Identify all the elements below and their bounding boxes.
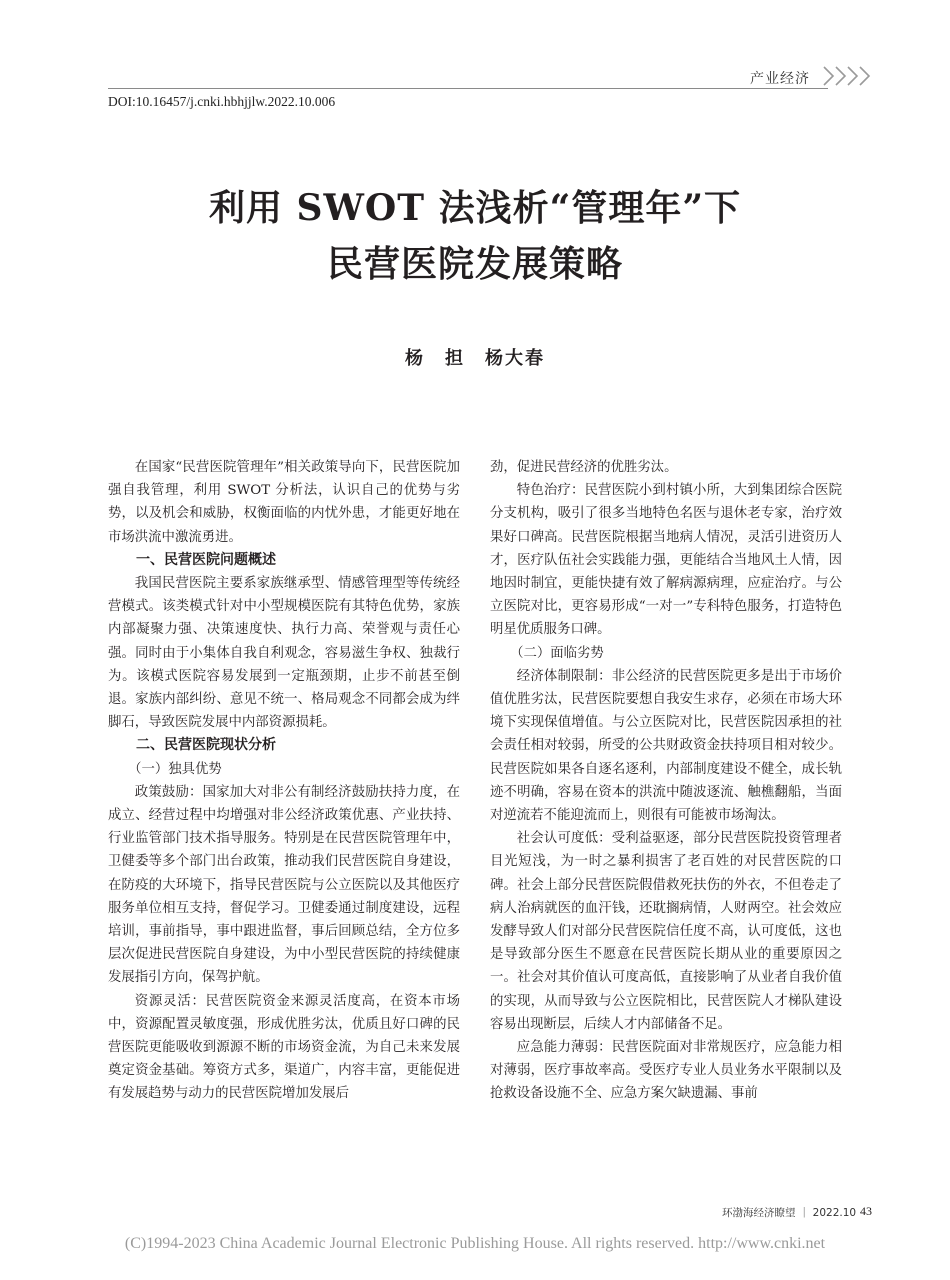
header-rule (108, 88, 828, 89)
subsection-heading-1: （一）独具优势 (128, 761, 222, 777)
paragraph: 劲，促进民营经济的优胜劣汰。 (490, 460, 678, 475)
doi: DOI:10.16457/j.cnki.hbhjjlw.2022.10.006 (108, 94, 336, 109)
paragraph: 社会认可度低：受利益驱逐，部分民营医院投资管理者目光短浅，为一时之暴利损害了老百姓的对民营医院的口碑。社会上部分民营医院假借救死扶伤的外衣，不但卷走了病人治病就医的血汗钱，还耽搁病情，人财两空。社会效应发酵导致人们对部分民营医院信任度不高，认可度低，这也是导致部分医生不愿意在民营医院长期从业的重要原因之一。社会对其价值认可度高低，直接影响了从业者自我价值的实现，从而导致与公立医院相比，民营医院人才梯队建设容易出现断层，后续人才内部储备不足。 (490, 831, 842, 1032)
left-column (108, 456, 460, 1106)
copyright-notice: (C)1994-2023 China Academic Journal Electronic Publishing House. All rights reserved. http://www.cnki.net (124, 1235, 826, 1252)
footer-journal: 环渤海经济瞭望 ｜ 2022.10 (722, 1207, 857, 1219)
paragraph: 我国民营医院主要系家族继承型、情感管理型等传统经营模式。该类模式针对中小型规模医院有其特色优势，家族内部凝聚力强、决策速度快、执行力高、荣誉观与责任心强。同时由于小集体自我自利观念，容易滋生争权、独裁行为。该模式医院容易发展到一定瓶颈期，止步不前甚至倒退。家族内部纠纷、意见不统一、格局观念不同都会成为绊脚石，导致医院发展中内部资源损耗。 (108, 576, 460, 731)
paragraph: 政策鼓励：国家加大对非公有制经济鼓励扶持力度，在成立、经营过程中均增强对非公经济政策优惠、产业扶持、行业监管部门技术指导服务。特别是在民营医院管理年中，卫健委等多个部门出台政策，推动我们民营医院自身建设，在防疫的大环境下，指导民营医院与公立医院以及其他医疗服务单位相互支持，督促学习。卫健委通过制度建设，远程培训，事前指导，事中跟进监督，事后回顾总结，全方位多层次促进民营医院自身建设，为中小型民营医院的持续健康发展指引方向，保驾护航。 (108, 784, 460, 986)
section-heading-2: 二、民营医院现状分析 (136, 737, 276, 754)
title-line-2: 民营医院发展策略 (326, 243, 623, 285)
section-heading-1: 一、民营医院问题概述 (136, 551, 276, 568)
title-line-1: 利用 SWOT 法浅析“管理年”下 (208, 187, 742, 229)
paragraph: 应急能力薄弱：民营医院面对非常规医疗，应急能力相对薄弱，医疗事故率高。受医疗专业人员业务水平限制以及抢救设备设施不全、应急方案欠缺遗漏、事前 (490, 1040, 842, 1102)
paragraph: 特色治疗：民营医院小到村镇小所，大到集团综合医院分支机构，吸引了很多当地特色名医与退休老专家，治疗效果好口碑高。民营医院根据当地病人情况，灵活引进资历人才，医疗队伍社会实践能力强，更能结合当地风土人情，因地因时制宜，更能快捷有效了解病源病理，应症治疗。与公立医院对比，更容易形成“一对一”专科特色服务，打造特色明星优质服务口碑。 (490, 483, 842, 638)
chevron-right-icon (820, 64, 884, 88)
subsection-heading-2: （二）面临劣势 (510, 645, 604, 661)
section-label: 产业经济 (750, 71, 810, 87)
right-column (490, 456, 842, 1106)
paragraph: 资源灵活：民营医院资金来源灵活度高，在资本市场中，资源配置灵敏度强，形成优胜劣汰，优质且好口碑的民营医院更能吸收到源源不断的市场资金流，为自己未来发展奠定资金基础。筹资方式多，渠道广，内容丰富，更能促进有发展趋势与动力的民营医院增加发展后 (108, 993, 460, 1102)
page-number: 43 (860, 1204, 872, 1218)
paragraph: 经济体制限制：非公经济的民营医院更多是出于市场价值优胜劣汰，民营医院要想自我安生求存，必须在市场大环境下实现保值增值。与公立医院对比，民营医院因承担的社会责任相对较弱，所受的公共财政资金扶持项目相对较少。民营医院如果各自逐名逐利，内部制度建设不健全，成长轨迹不明确，容易在资本的洪流中随波逐流、触樵翻船，当面对逆流若不能迎流而上，则很有可能被市场淘汰。 (490, 668, 842, 824)
intro-paragraph: 在国家“民营医院管理年”相关政策导向下，民营医院加强自我管理，利用 SWOT 分析法，认识自己的优势与劣势，以及机会和威胁，权衡面临的内忧外患，才能更好地在市场洪流中激流勇进。 (108, 460, 460, 545)
authors: 杨 担 杨大春 (405, 348, 545, 369)
